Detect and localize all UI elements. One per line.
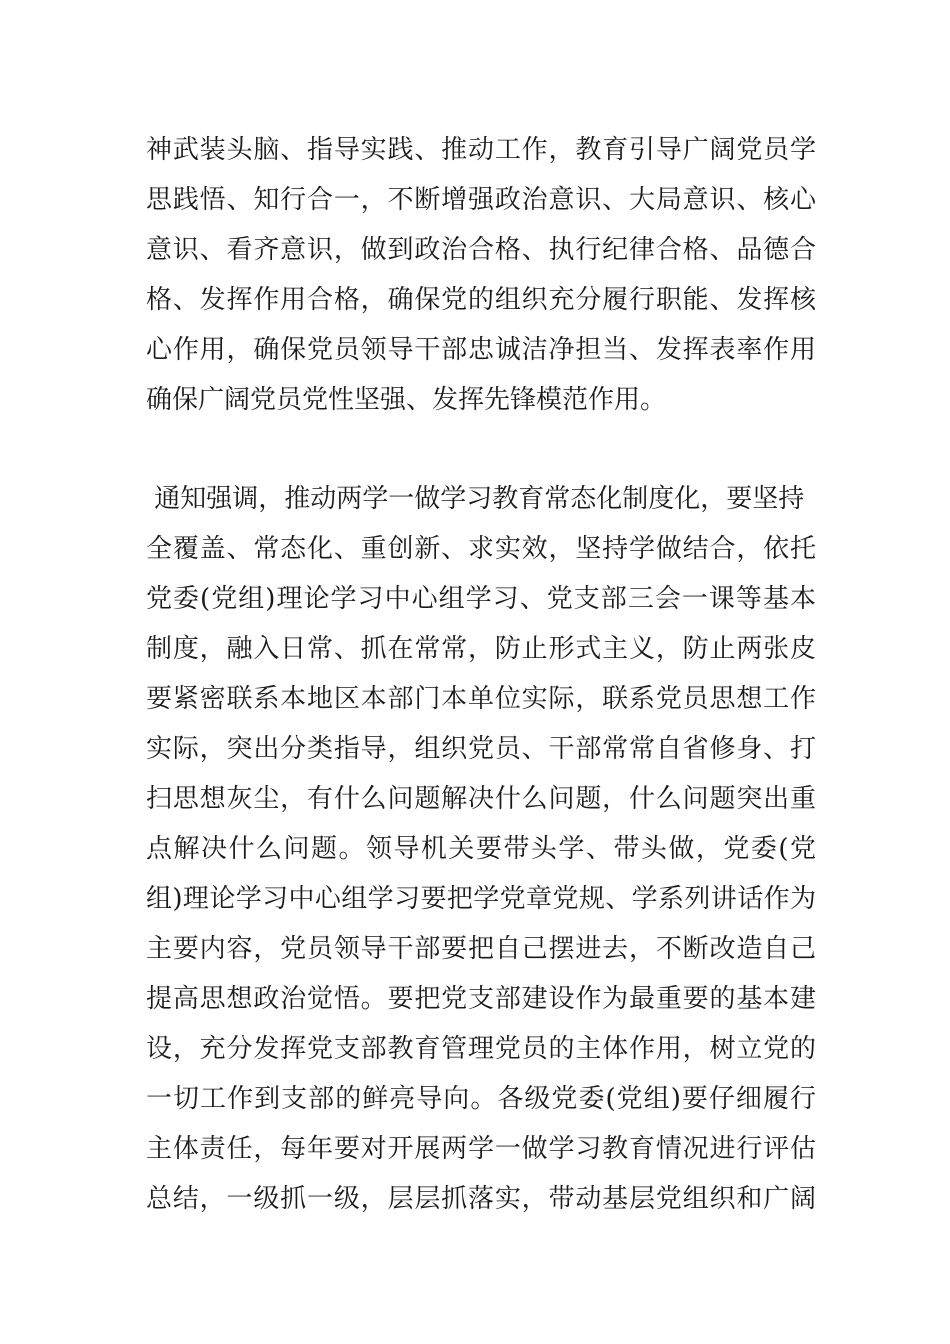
text-line: 格、发挥作用合格，确保党的组织充分履行职能、发挥核 (146, 285, 816, 315)
text-line: 神武装头脑、指导实践、推动工作，教育引导广阔党员学 (146, 135, 816, 165)
text-line: 主体责任，每年要对开展两学一做学习教育情况进行评估 (146, 1134, 816, 1164)
text-line: 设，充分发挥党支部教育管理党员的主体作用，树立党的 (146, 1034, 816, 1064)
text-line: 总结，一级抓一级，层层抓落实，带动基层党组织和广阔 (146, 1184, 816, 1214)
text-line: 确保广阔党员党性坚强、发挥先锋模范作用。 (146, 385, 667, 415)
text-line: 一切工作到支部的鲜亮导向。各级党委(党组)要仔细履行 (146, 1084, 816, 1114)
text-line: 通知强调，推动两学一做学习教育常态化制度化，要坚持 (146, 484, 805, 514)
text-line: 组)理论学习中心组学习要把学党章党规、学系列讲话作为 (146, 884, 816, 914)
text-line: 提高思想政治觉悟。要把党支部建设作为最重要的基本建 (146, 984, 816, 1014)
text-line: 主要内容，党员领导干部要把自己摆进去，不断改造自己 (146, 934, 816, 964)
text-line: 党委(党组)理论学习中心组学习、党支部三会一课等基本 (146, 584, 816, 614)
paragraph-1 (146, 125, 816, 425)
text-line: 心作用，确保党员领导干部忠诚洁净担当、发挥表率作用 (146, 335, 816, 365)
text-line: 扫思想灰尘，有什么问题解决什么问题，什么问题突出重 (146, 784, 816, 814)
text-line: 点解决什么问题。领导机关要带头学、带头做，党委(党 (146, 834, 816, 864)
text-line: 意识、看齐意识，做到政治合格、执行纪律合格、品德合 (146, 235, 816, 265)
text-line: 制度，融入日常、抓在常常，防止形式主义，防止两张皮 (146, 634, 816, 664)
paragraph-2 (146, 474, 816, 1224)
text-line: 全覆盖、常态化、重创新、求实效，坚持学做结合，依托 (146, 534, 816, 564)
text-line: 实际，突出分类指导，组织党员、干部常常自省修身、打 (146, 734, 816, 764)
text-line: 思践悟、知行合一，不断增强政治意识、大局意识、核心 (146, 185, 816, 215)
text-line: 要紧密联系本地区本部门本单位实际，联系党员思想工作 (146, 684, 816, 714)
